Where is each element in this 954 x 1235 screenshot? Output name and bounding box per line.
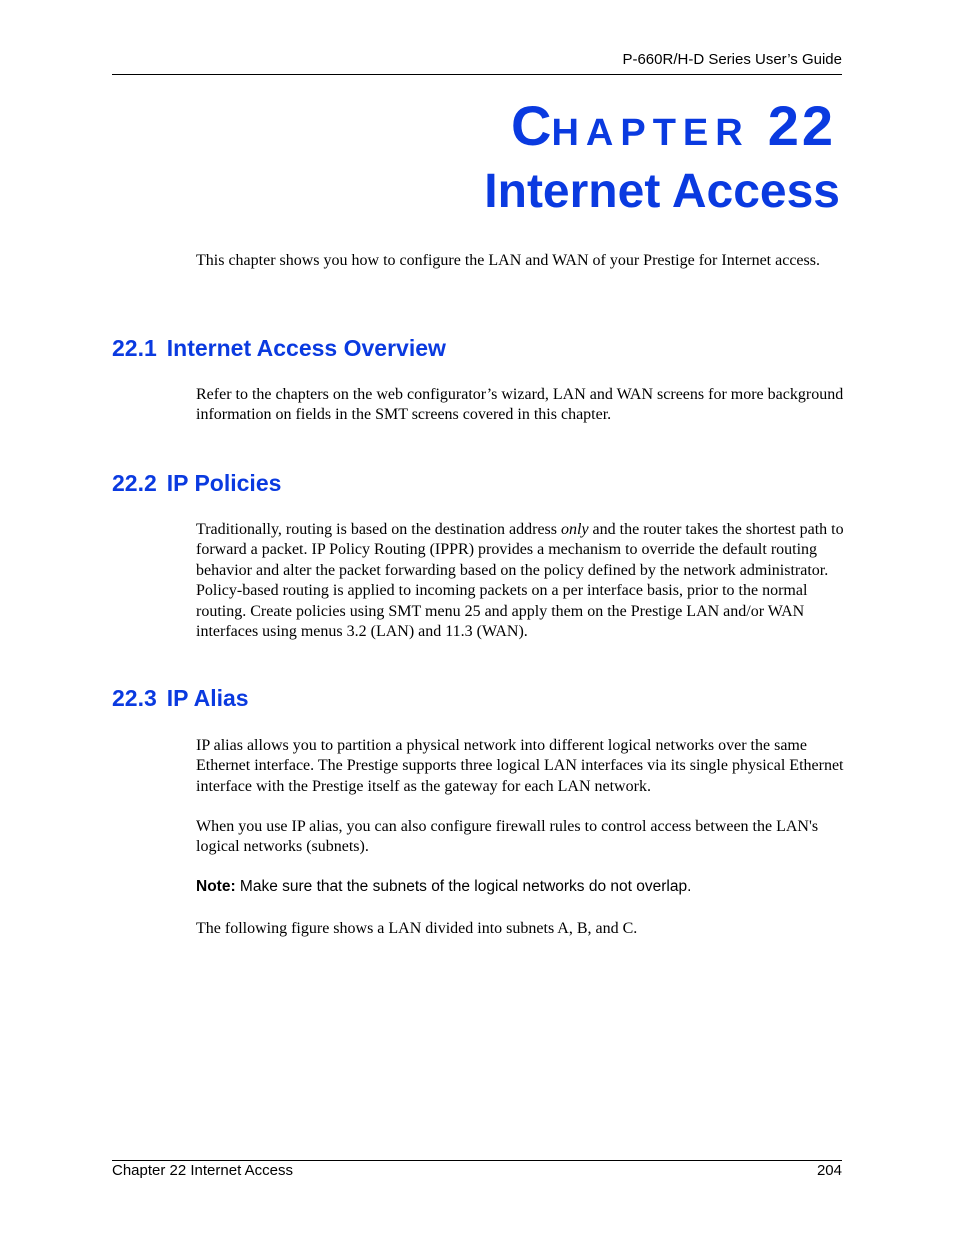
footer-rule	[112, 1160, 842, 1161]
chapter-label	[511, 94, 836, 157]
note	[196, 878, 691, 896]
footer-chapter-ref: Chapter 22 Internet Access	[112, 1162, 293, 1179]
footer-page-number: 204	[816, 1162, 842, 1179]
section-title: Internet Access Overview	[166, 335, 446, 361]
intro-paragraph: This chapter shows you how to configure the LAN and WAN of your Prestige for Internet access.	[196, 252, 820, 269]
ip-policies-text-start: Traditionally, routing is based on the destination address	[196, 521, 561, 538]
chapter-label-rest: HAPTER	[551, 112, 750, 154]
section-heading-overview	[112, 335, 446, 362]
overview-paragraph: Refer to the chapters on the web configurator’s wizard, LAN and WAN screens for more background information on fields in the SMT screens covered in this chapter.	[196, 386, 844, 424]
ip-policies-emphasis: only	[561, 521, 589, 538]
section-heading-ip-alias	[112, 685, 249, 712]
section-number: 22.1	[112, 335, 157, 361]
header-rule	[112, 74, 842, 75]
chapter-number: 22	[767, 94, 836, 157]
ip-alias-paragraph-2: When you use IP alias, you can also configure firewall rules to control access between the LAN's logical networks (subnets).	[196, 818, 819, 856]
section-heading-ip-policies	[112, 470, 281, 497]
ip-policies-paragraph	[196, 520, 846, 642]
running-header: P-660R/H-D Series User’s Guide	[622, 51, 842, 68]
ip-alias-paragraph-1: IP alias allows you to partition a physical network into different logical networks over the same Ethernet interface. The Prestige supports three logical LAN interfaces via its single physical Ethernet interface with the Prestige itself as the gateway for each LAN network.	[196, 737, 844, 795]
chapter-label-initial: C	[511, 94, 552, 157]
note-text: Make sure that the subnets of the logical networks do not overlap.	[235, 878, 692, 895]
chapter-title: Internet Access	[484, 165, 840, 218]
section-title: IP Policies	[166, 470, 282, 496]
section-number: 22.2	[112, 470, 157, 496]
note-label: Note:	[196, 878, 236, 895]
section-number: 22.3	[112, 685, 157, 711]
ip-alias-paragraph-3: The following figure shows a LAN divided into subnets A, B, and C.	[196, 920, 638, 937]
ip-policies-text-end: and the router takes the shortest path to forward a packet. IP Policy Routing (IPPR) provides a mechanism to override the default routing behavior and alter the packet forwarding based on the policy defined by the network administrator. Policy-based routing is applied to incoming packets on a per interface basis, prior to the normal routing. Create policies using SMT menu 25 and apply them on the Prestige LAN and/or WAN interfaces using menus 3.2 (LAN) and 11.3 (WAN).	[196, 521, 844, 641]
section-title: IP Alias	[166, 685, 249, 711]
